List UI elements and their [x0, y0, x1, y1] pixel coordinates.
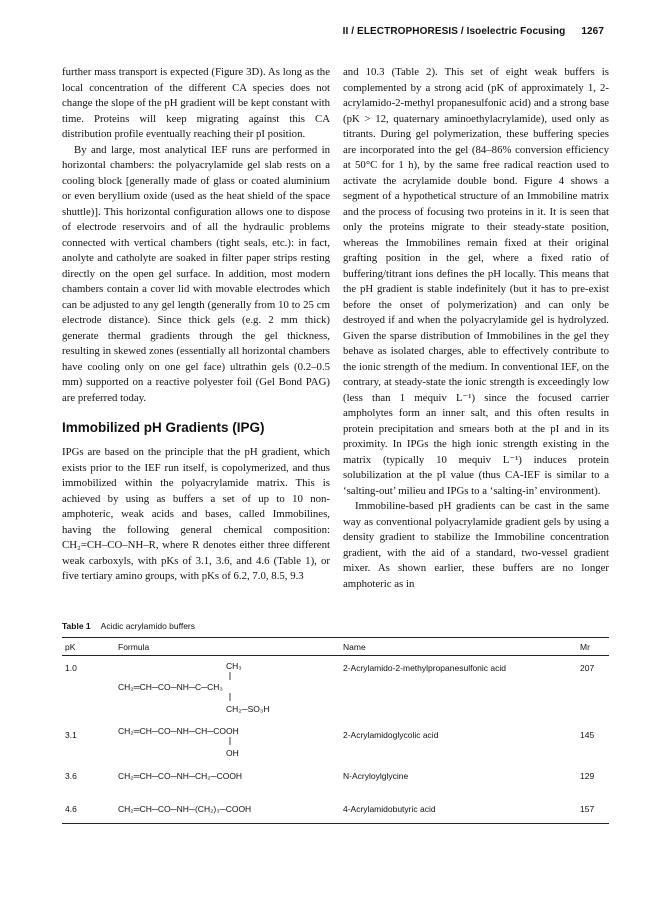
row-2-structure — [118, 722, 298, 758]
row-2-formula — [118, 722, 298, 760]
row-3-mr: 129 — [580, 771, 595, 781]
row-1-mr: 207 — [580, 663, 595, 673]
running-head — [343, 26, 604, 37]
right-paragraph-2: Immobiline-based pH gradients can be cast in the same way as conventional polyacrylamide gradient gels by using a density gradient to stabilize the Immobiline concentration gradient, with the aid of a standard, two-vessel gradient mixer. As shown earlier, these buffers are no longer amphoteric as in — [343, 500, 609, 590]
row-1-formula-top: CH₃ — [226, 661, 242, 671]
row-2-name: 2-Acrylamidoglycolic acid — [343, 730, 439, 740]
right-paragraph-1: and 10.3 (Table 2). This set of eight weak buffers is complemented by a strong acid (pK of approximately 1, 2-acrylamido-2-methyl propanesulfonic acid) and a strong base (pK > 12, quaternary aminoethylacrylamide), used only as titrants. During gel polymerization, these buffering species are incorporated into the gel (84–86% conversion efficiency at 50°C for 1 h), by the same free radical reaction used to activate the acrylamide double bond. Figure 4 shows a segment of a hypothetical structure of an Immobiline matrix and the process of focusing two proteins in it. It is seen that only the proteins migrate to their steady-state position, whereas the Immobilines remain fixed at their original grafting position in the gel, where a fixed ratio of buffering/titrant ions defines the pH locally. This means that the pH gradient is stable indefinitely (but it has to pre-exist before the onset of polymerization) and can only be destroyed if and when the polyacrylamide gel is hydrolyzed. Given the sparse distribution of Immobilines in the gel they behave as isolated charges, able to effectively contribute to the ionic strength of the medium. In conventional IEF, on the contrary, at steady-state the ionic strength is exceedingly low (less than 1 mequiv L⁻¹) since the focused carrier ampholytes form an inner salt, and this often results in protein precipitation and smears both at the pI and in its proximity. In IPGs the high ionic strength existing in the matrix (typically 10 mequiv L⁻¹) induces protein solubilization at the pI value (thus CA-IEF is similar to a ‘salting-out’ milieu and IPGs to a ‘salting-in’ environment). — [343, 66, 609, 497]
row-3-name: N-Acryloylglycine — [343, 771, 409, 781]
row-1-formula-bottom: CH₂─SO₃H — [226, 704, 270, 714]
page-number: 1267 — [581, 26, 604, 37]
running-head-section: II / ELECTROPHORESIS / Isoelectric Focusing — [342, 26, 566, 37]
left-paragraph-3: IPGs are based on the principle that the pH gradient, which exists prior to the IEF run itself, is copolymerized, and thus immobilized within the polyacrylamide matrix. This is achieved by using as buffers a set of up to 10 non-amphoteric, weak acids and bases, called Immobilines, having the following general chemical composition: CH₂=CH–CO–NH–R, where R denotes either three different weak carboxyls, with pKs of 3.1, 3.6, and 4.6 (Table 1), or five tertiary amino groups, with pKs of 6.2, 7.0, 8.5, 9.3 — [62, 446, 330, 582]
row-1-pk: 1.0 — [65, 663, 77, 673]
header-formula: Formula — [118, 642, 150, 652]
left-paragraph-1: further mass transport is expected (Figure 3D). As long as the local concentration of the different CA species does not change the slope of the pH gradient will be kept constant with time. Proteins will keep migrating against this CA distribution profile eventually reaching their pI position. — [62, 66, 330, 140]
left-column — [62, 65, 330, 585]
row-4-mr: 157 — [580, 804, 595, 814]
header-mr: Mr — [580, 642, 590, 652]
row-3-pk: 3.6 — [65, 771, 77, 781]
row-2-pk: 3.1 — [65, 730, 77, 740]
header-pk: pK — [65, 642, 76, 652]
table-rule-header — [62, 655, 609, 656]
table-label: Table 1 — [62, 621, 91, 631]
table-caption — [62, 621, 195, 631]
row-2-formula-main: CH₂═CH─CO─NH─CH─COOH — [118, 726, 239, 736]
section-heading-ipg: Immobilized pH Gradients (IPG) — [62, 420, 265, 435]
row-4-formula: CH₂═CH─CO─NH─(CH₂)₃─COOH — [118, 804, 252, 814]
row-2-mr: 145 — [580, 730, 595, 740]
table-title: Acidic acrylamido buffers — [100, 621, 195, 631]
left-paragraph-2: By and large, most analytical IEF runs are performed in horizontal chambers: the polyacrylamide gel slab rests on a cooling block [generally made of glass or coated aluminium or even beryllium oxide (used as the heat shield of the space shuttle)]. This horizontal configuration allows one to dispose of electrode reservoirs and of all the hydraulic problems connected with vertical chambers (tight seals, etc.): in fact, anolyte and catholyte are soaked in filter paper strips resting directly on the open gel surface. In addition, most modern chambers contain a cover lid with movable electrodes which can be adjusted to any gel length (generally from 10 to 25 cm electrode distance). Since thick gels (e.g. 2 mm thick) generate thermal gradients through the gel thickness, resulting in skewed zones (essentially all horizontal chambers have cooling only on one gel face) ultrathin gels (0.2–0.5 mm) supported on a reactive polyester foil (Gel Bond PAG) are preferred today. — [62, 143, 330, 404]
right-column — [343, 65, 609, 592]
row-1-name: 2-Acrylamido-2-methylpropanesulfonic acid — [343, 663, 506, 673]
row-3-formula: CH₂═CH─CO─NH─CH₂─COOH — [118, 771, 243, 781]
header-name: Name — [343, 642, 366, 652]
row-4-name: 4-Acrylamidobutyric acid — [343, 804, 436, 814]
row-1-structure — [118, 660, 298, 714]
table-rule-top — [62, 637, 609, 638]
row-1-formula-main: CH₂═CH─CO─NH─C─CH₃ — [118, 682, 223, 692]
row-4-pk: 4.6 — [65, 804, 77, 814]
row-1-formula — [118, 660, 298, 716]
row-2-formula-bottom: OH — [226, 748, 239, 758]
table-rule-bottom — [62, 823, 609, 824]
